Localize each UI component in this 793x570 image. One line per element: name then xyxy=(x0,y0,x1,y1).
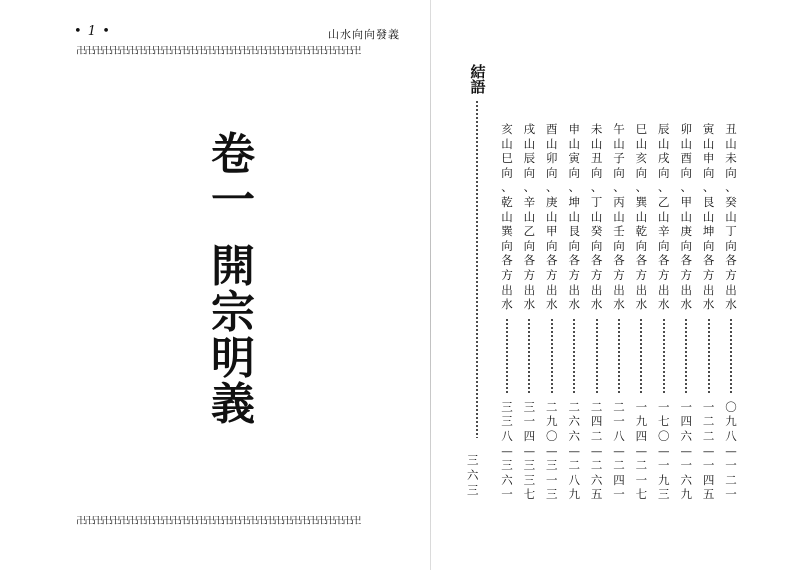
toc-heading-char: 卯 xyxy=(680,122,692,136)
toc-heading-char: 子 xyxy=(613,151,625,166)
toc-heading-char: 出 xyxy=(523,282,536,297)
chapter-title-char: 明 xyxy=(211,333,255,384)
toc-heading-char: 山 xyxy=(613,209,625,224)
toc-heading-char: 卯 xyxy=(546,151,558,166)
toc-entry[interactable] xyxy=(702,122,716,502)
toc-heading-char: 向 xyxy=(568,238,580,253)
toc-heading-char: 方 xyxy=(523,267,536,282)
toc-page-char: 五 xyxy=(590,487,603,502)
toc-heading-char: 申 xyxy=(702,151,715,166)
toc-heading-char: 水 xyxy=(546,297,558,312)
toc-heading-char: 丑 xyxy=(725,122,737,136)
toc-heading-char: 、 xyxy=(546,180,558,195)
toc-page-char: 一 xyxy=(725,487,737,502)
toc-heading-char: 巽 xyxy=(635,194,648,209)
toc-heading-char: 各 xyxy=(613,253,625,268)
toc-heading-char: 亥 xyxy=(635,151,648,166)
toc-heading-char: 方 xyxy=(546,267,558,282)
toc-page-char: 三 xyxy=(658,487,670,502)
dot-leader xyxy=(573,318,575,394)
toc-page-char: — xyxy=(658,443,670,458)
toc-page-char: — xyxy=(546,443,558,458)
toc-page-char: 一 xyxy=(546,472,558,487)
dot-leader xyxy=(640,318,642,394)
toc-heading-char: 方 xyxy=(658,267,670,282)
toc-page-char: 三 xyxy=(501,458,513,473)
toc-page-char: 〇 xyxy=(658,428,670,443)
top-decorative-border: 卍卍卍卍卍卍卍卍卍卍卍卍卍卍卍卍卍卍卍卍卍卍卍卍卍卍卍卍卍卍卍卍卍 xyxy=(76,46,360,57)
toc-heading-char: 、 xyxy=(568,180,580,195)
toc-conclusion-label: 結語 xyxy=(468,64,487,94)
toc-heading-char: 方 xyxy=(725,267,737,282)
toc-page-char: 六 xyxy=(568,414,580,429)
toc-entry[interactable] xyxy=(724,122,738,502)
dot-leader xyxy=(551,318,553,394)
toc-page-char: — xyxy=(702,443,715,458)
toc-heading-char: 山 xyxy=(658,209,670,224)
toc-heading-char: 方 xyxy=(613,267,625,282)
toc-heading-char: 艮 xyxy=(702,194,715,209)
toc-heading-char: 水 xyxy=(590,297,603,312)
toc-heading-char: 向 xyxy=(523,238,536,253)
toc-page-char: 二 xyxy=(590,399,603,414)
toc-heading-char: 庚 xyxy=(546,194,558,209)
toc-page-char: 二 xyxy=(546,399,558,414)
toc-page-char: 六 xyxy=(467,468,479,482)
toc-heading-char: 向 xyxy=(725,238,737,253)
dot-leader xyxy=(663,318,665,394)
toc-heading-char: 出 xyxy=(702,282,715,297)
toc-page-char: — xyxy=(635,443,648,458)
running-title: 山水向向發義 xyxy=(328,28,400,41)
toc-page-char: 六 xyxy=(590,472,603,487)
dot-leader xyxy=(476,100,478,438)
toc-conclusion-page xyxy=(467,453,479,498)
toc-heading-char: 山 xyxy=(590,136,603,151)
toc-heading-char: 水 xyxy=(702,297,715,312)
toc-heading-char: 各 xyxy=(635,253,648,268)
toc-page-char: 一 xyxy=(613,487,625,502)
toc-heading-char: 、 xyxy=(501,180,513,195)
volume-title xyxy=(211,129,255,430)
toc-heading-char: 丁 xyxy=(725,224,737,239)
toc-page-char: 三 xyxy=(501,399,513,414)
toc-page-char: 二 xyxy=(613,399,625,414)
toc-page-char: 一 xyxy=(725,458,737,473)
toc-heading-char: 方 xyxy=(635,267,648,282)
toc-heading-char: 亥 xyxy=(501,122,513,136)
toc-page-char: 二 xyxy=(590,428,603,443)
toc-heading-char: 山 xyxy=(658,136,670,151)
toc-heading-char: 山 xyxy=(501,209,513,224)
toc-page-char: 七 xyxy=(658,414,670,429)
toc-heading-char: 方 xyxy=(702,267,715,282)
toc-page-char: 四 xyxy=(523,428,536,443)
toc-heading-char: 山 xyxy=(635,136,648,151)
toc-heading-char: 辛 xyxy=(523,194,536,209)
toc-heading-char: 各 xyxy=(680,253,692,268)
toc-page-char: 三 xyxy=(523,472,536,487)
toc-page-char: 一 xyxy=(702,458,715,473)
toc-page-char: 二 xyxy=(568,399,580,414)
toc-heading-char: 、 xyxy=(680,180,692,195)
toc-page-char: 一 xyxy=(658,458,670,473)
toc-heading-char: 各 xyxy=(590,253,603,268)
toc-page-char: 八 xyxy=(568,472,580,487)
toc-page-char: 一 xyxy=(680,399,692,414)
toc-heading-char: 向 xyxy=(658,238,670,253)
toc-heading-char: 向 xyxy=(613,238,625,253)
toc-heading-char: 酉 xyxy=(680,151,692,166)
toc-page-char: 二 xyxy=(702,428,715,443)
toc-page-char: 一 xyxy=(523,414,536,429)
toc-heading-char: 出 xyxy=(501,282,513,297)
toc-heading-char: 乾 xyxy=(501,194,513,209)
toc-heading-char: 、 xyxy=(658,180,670,195)
toc-page-char: 八 xyxy=(725,428,737,443)
toc-page-char: 三 xyxy=(467,483,479,497)
toc-heading-char: 各 xyxy=(702,253,715,268)
toc-page-char: 二 xyxy=(635,458,648,473)
toc-heading-char: 癸 xyxy=(590,224,603,239)
chapter-title-char: 宗 xyxy=(211,287,255,338)
toc-heading-char: 甲 xyxy=(680,194,692,209)
toc-heading-char: 各 xyxy=(546,253,558,268)
toc-page-char: 三 xyxy=(501,414,513,429)
toc-heading-char: 向 xyxy=(680,165,692,180)
toc-heading-char: 酉 xyxy=(546,122,558,136)
toc-page-char: 二 xyxy=(702,414,715,429)
toc-heading-char: 向 xyxy=(725,165,737,180)
toc-heading-char: 出 xyxy=(635,282,648,297)
toc-heading-char: 向 xyxy=(546,238,558,253)
toc-page-char: 四 xyxy=(702,472,715,487)
toc-page-char: 九 xyxy=(546,414,558,429)
toc-heading-char: 山 xyxy=(680,209,692,224)
dot-leader xyxy=(618,318,620,394)
toc-heading-char: 向 xyxy=(523,165,536,180)
toc-page-char: 六 xyxy=(568,428,580,443)
toc-page-char: 三 xyxy=(523,458,536,473)
toc-heading-char: 坤 xyxy=(568,194,580,209)
toc-page-char: 三 xyxy=(546,458,558,473)
toc-heading-char: 山 xyxy=(546,136,558,151)
toc-page-char: 四 xyxy=(635,428,648,443)
dot-leader xyxy=(708,318,710,394)
toc-heading-char: 壬 xyxy=(613,224,625,239)
dot-leader xyxy=(596,318,598,394)
toc-heading-char: 方 xyxy=(590,267,603,282)
toc-heading-char: 未 xyxy=(590,122,603,136)
toc-entry[interactable] xyxy=(500,122,514,502)
toc-page-char: 八 xyxy=(613,428,625,443)
toc-entry[interactable] xyxy=(612,122,626,502)
toc-heading-char: 出 xyxy=(590,282,603,297)
toc-heading-char: 午 xyxy=(613,122,625,136)
toc-page-char: 九 xyxy=(725,414,737,429)
toc-heading-char: 山 xyxy=(635,209,648,224)
toc-heading-char: 丁 xyxy=(590,194,603,209)
toc-heading-char: 出 xyxy=(568,282,580,297)
toc-heading-char: 山 xyxy=(680,136,692,151)
toc-page-char: 六 xyxy=(680,428,692,443)
toc-page-char: — xyxy=(590,443,603,458)
toc-page-char: 六 xyxy=(680,472,692,487)
toc-heading-char: 山 xyxy=(501,136,513,151)
toc-heading-char: 、 xyxy=(590,180,603,195)
toc-page-char: 一 xyxy=(635,472,648,487)
toc-heading-char: 山 xyxy=(725,209,737,224)
toc-heading-char: 向 xyxy=(501,165,513,180)
volume-label-char: 一 xyxy=(211,175,255,226)
toc-heading-char: 出 xyxy=(680,282,692,297)
toc-heading-char: 水 xyxy=(635,297,648,312)
toc-heading-char: 水 xyxy=(568,297,580,312)
toc-heading-char: 申 xyxy=(568,122,580,136)
toc-heading-char: 、 xyxy=(523,180,536,195)
toc-page-char: 七 xyxy=(635,487,648,502)
chapter-title-char: 開 xyxy=(211,241,255,292)
toc-heading-char: 水 xyxy=(658,297,670,312)
toc-heading-char: 戌 xyxy=(658,151,670,166)
toc-heading-char: 向 xyxy=(613,165,625,180)
toc-conclusion-entry[interactable] xyxy=(466,64,488,438)
toc-page-char: 三 xyxy=(523,399,536,414)
toc-heading-char: 乙 xyxy=(523,224,536,239)
toc-heading-char: 寅 xyxy=(568,151,580,166)
toc-heading-char: 向 xyxy=(568,165,580,180)
toc-entry[interactable] xyxy=(545,122,559,502)
toc-page-char: 二 xyxy=(590,458,603,473)
toc-heading-char: 山 xyxy=(613,136,625,151)
toc-heading-char: 、 xyxy=(702,180,715,195)
toc-heading-char: 出 xyxy=(658,282,670,297)
toc-heading-char: 丑 xyxy=(590,151,603,166)
toc-heading-char: 各 xyxy=(725,253,737,268)
toc-heading-char: 乙 xyxy=(658,194,670,209)
toc-heading-char: 艮 xyxy=(568,224,580,239)
toc-heading-char: 寅 xyxy=(702,122,715,136)
toc-page-char: 四 xyxy=(590,414,603,429)
toc-heading-char: 水 xyxy=(613,297,625,312)
dot-leader xyxy=(685,318,687,394)
toc-entry[interactable] xyxy=(567,122,581,502)
toc-heading-char: 山 xyxy=(590,209,603,224)
toc-heading-char: 出 xyxy=(613,282,625,297)
toc-heading-char: 向 xyxy=(702,165,715,180)
toc-page-char: 一 xyxy=(658,399,670,414)
toc-heading-char: 向 xyxy=(501,238,513,253)
toc-heading-char: 山 xyxy=(546,209,558,224)
toc-entry[interactable] xyxy=(522,122,536,502)
toc-heading-char: 辰 xyxy=(658,122,670,136)
toc-page-char: 一 xyxy=(635,399,648,414)
toc-heading-char: 山 xyxy=(725,136,737,151)
toc-page-char: 九 xyxy=(568,487,580,502)
toc-heading-char: 癸 xyxy=(725,194,737,209)
toc-heading-char: 方 xyxy=(680,267,692,282)
toc-heading-char: 各 xyxy=(501,253,513,268)
toc-page-char: 二 xyxy=(613,458,625,473)
toc-entry[interactable] xyxy=(634,122,648,502)
toc-heading-char: 水 xyxy=(501,297,513,312)
toc-page-char: — xyxy=(568,443,580,458)
toc-heading-char: 山 xyxy=(702,209,715,224)
toc-page-char: 〇 xyxy=(725,399,737,414)
toc-entry[interactable] xyxy=(590,122,604,502)
toc-page-char: 九 xyxy=(635,414,648,429)
toc-heading-char: 巳 xyxy=(501,151,513,166)
toc-page-char: 一 xyxy=(613,414,625,429)
page-number: • 1 • xyxy=(74,24,111,39)
toc-heading-char: 丙 xyxy=(613,194,625,209)
toc-heading-char: 各 xyxy=(658,253,670,268)
toc-page-char: — xyxy=(613,443,625,458)
toc-page-char: — xyxy=(680,443,692,458)
toc-page-char: — xyxy=(523,443,536,458)
toc-page-char: 九 xyxy=(658,472,670,487)
toc-heading-char: 、 xyxy=(613,180,625,195)
chapter-title-char: 義 xyxy=(211,379,255,430)
toc-heading-char: 水 xyxy=(523,297,536,312)
toc-page-char: 二 xyxy=(725,472,737,487)
toc-heading-char: 向 xyxy=(635,238,648,253)
toc-heading-char: 出 xyxy=(725,282,737,297)
toc-page-char: — xyxy=(501,443,513,458)
toc-page-char: 五 xyxy=(702,487,715,502)
toc-heading-char: 未 xyxy=(725,151,737,166)
dot-leader xyxy=(528,318,530,394)
toc-entry[interactable] xyxy=(657,122,671,502)
toc-entry[interactable] xyxy=(679,122,693,502)
bottom-decorative-border: 卍卍卍卍卍卍卍卍卍卍卍卍卍卍卍卍卍卍卍卍卍卍卍卍卍卍卍卍卍卍卍卍卍 xyxy=(76,516,360,527)
toc-heading-char: 庚 xyxy=(680,224,692,239)
dot-leader xyxy=(506,318,508,394)
toc-page-char: 三 xyxy=(467,453,479,467)
toc-heading-char: 向 xyxy=(680,238,692,253)
toc-heading-char: 各 xyxy=(523,253,536,268)
toc-page-char: 六 xyxy=(501,472,513,487)
toc-heading-char: 向 xyxy=(702,238,715,253)
toc-heading-char: 出 xyxy=(546,282,558,297)
toc-page-char: 一 xyxy=(501,487,513,502)
toc-heading-char: 山 xyxy=(523,136,536,151)
toc-heading-char: 巽 xyxy=(501,224,513,239)
toc-page-char: 四 xyxy=(613,472,625,487)
toc-page-char: 四 xyxy=(680,414,692,429)
toc-heading-char: 辛 xyxy=(658,224,670,239)
toc-heading-char: 各 xyxy=(568,253,580,268)
toc-heading-char: 辰 xyxy=(523,151,536,166)
toc-heading-char: 山 xyxy=(702,136,715,151)
toc-heading-char: 向 xyxy=(546,165,558,180)
toc-heading-char: 、 xyxy=(725,180,737,195)
toc-page-char: 九 xyxy=(680,487,692,502)
toc-heading-char: 方 xyxy=(501,267,513,282)
toc-heading-char: 水 xyxy=(725,297,737,312)
toc-heading-char: 、 xyxy=(635,180,648,195)
toc-page-char: 八 xyxy=(501,428,513,443)
toc-heading-char: 戌 xyxy=(523,122,536,136)
toc-heading-char: 山 xyxy=(568,136,580,151)
toc-heading-char: 乾 xyxy=(635,224,648,239)
toc-page-char: 一 xyxy=(680,458,692,473)
toc-heading-char: 向 xyxy=(658,165,670,180)
toc-heading-char: 向 xyxy=(635,165,648,180)
toc-heading-char: 方 xyxy=(568,267,580,282)
toc-heading-char: 向 xyxy=(590,165,603,180)
volume-label-char: 卷 xyxy=(211,129,255,180)
toc-page-char: 〇 xyxy=(546,428,558,443)
toc-page-char: 二 xyxy=(568,458,580,473)
dot-leader xyxy=(730,318,732,394)
toc-heading-char: 山 xyxy=(568,209,580,224)
toc-page-char: 一 xyxy=(702,399,715,414)
toc-heading-char: 坤 xyxy=(702,224,715,239)
right-page xyxy=(430,0,793,570)
toc-heading-char: 甲 xyxy=(546,224,558,239)
toc-heading-char: 巳 xyxy=(635,122,648,136)
toc-heading-char: 向 xyxy=(590,238,603,253)
toc-heading-char: 水 xyxy=(680,297,692,312)
toc-page-char: 七 xyxy=(523,487,536,502)
toc-heading-char: 山 xyxy=(523,209,536,224)
toc-page-char: — xyxy=(725,443,737,458)
toc-page-char: 三 xyxy=(546,487,558,502)
